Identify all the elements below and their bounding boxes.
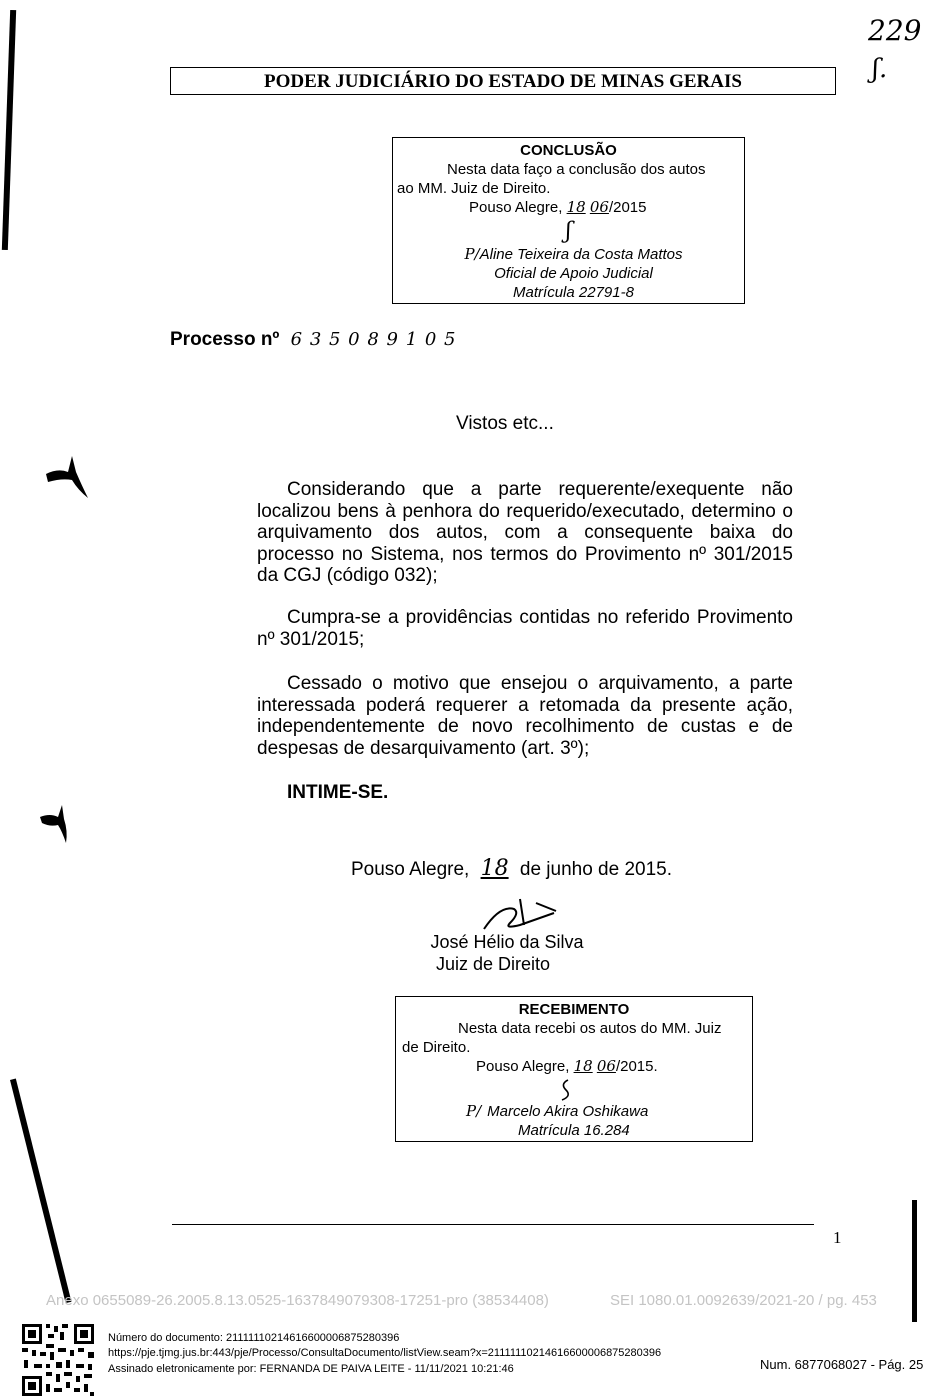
document-header: PODER JUDICIÁRIO DO ESTADO DE MINAS GERAIS (170, 67, 836, 95)
processo-label: Processo nº (170, 329, 280, 350)
closing-date-day: 18 (480, 856, 509, 881)
paragraph-1: Considerando que a parte requerente/exequente não localizou bens à penhora do requerido/executado, determino o arquivamento dos autos, com a consequente baixa do processo no Sistema, nos termos do Provimento nº 301/2015 da CGJ (código 032); (257, 479, 793, 586)
page-number: 1 (833, 1228, 842, 1247)
punch-mark-bottom (36, 805, 70, 845)
footer-url: https://pje.tjmg.jus.br:443/pje/Processo/ConsultaDocumento/listView.seam?x=21111110214616600006875280396 (108, 1347, 662, 1359)
handwritten-initial: ʃ. (872, 54, 888, 84)
footer-rule (172, 1224, 814, 1225)
conclusao-date-year: /2015 (608, 199, 647, 216)
recebimento-date-month: 06 (596, 1057, 616, 1075)
conclusao-signer-prefix: P/ (464, 245, 480, 263)
qr-code (20, 1322, 96, 1398)
judge-name: José Hélio da Silva (430, 932, 584, 952)
conclusao-date-prefix: Pouso Alegre, (469, 199, 563, 216)
opening-phrase: Vistos etc... (456, 413, 554, 434)
conclusao-date-day: 18 (566, 198, 586, 216)
conclusao-box (392, 137, 745, 304)
conclusao-date (393, 198, 744, 217)
processo-line (170, 329, 457, 351)
watermark-annex: Anexo 0655089-26.2005.8.13.0525-1637849079308-17251-pro (38534408) (46, 1292, 549, 1309)
recebimento-signature (556, 1078, 576, 1102)
conclusao-signer (393, 245, 744, 264)
watermark-sei: SEI 1080.01.0092639/2021-20 / pg. 453 (610, 1292, 877, 1309)
footer-num: Num. 6877068027 - Pág. 25 (760, 1357, 924, 1372)
conclusao-line2: ao MM. Juiz de Direito. (397, 180, 551, 197)
conclusao-title: CONCLUSÃO (520, 142, 617, 159)
conclusao-signature-mark: ʃ (565, 219, 572, 244)
paragraph-3: Cessado o motivo que ensejou o arquivamento, a parte interessada poderá requerer a retomada da presente ação, independentemente de novo recolhimento de custas e de despesas de desarquivamento (art. 3º); (257, 673, 793, 759)
recebimento-date-prefix: Pouso Alegre, (476, 1058, 570, 1075)
conclusao-signer-registration: Matrícula 22791-8 (513, 284, 634, 301)
processo-number: 6 3 5 0 8 9 1 0 5 (290, 329, 457, 350)
recebimento-signer (396, 1102, 752, 1121)
closing-date-prefix: Pouso Alegre, (351, 859, 470, 880)
recebimento-line1: Nesta data recebi os autos do MM. Juiz (458, 1020, 722, 1037)
paragraph-2: Cumpra-se a providências contidas no referido Provimento nº 301/2015; (257, 607, 793, 650)
footer-signed: Assinado eletronicamente por: FERNANDA DE PAIVA LEITE - 11/11/2021 10:21:46 (108, 1363, 514, 1375)
conclusao-signer-role: Oficial de Apoio Judicial (494, 265, 653, 282)
closing-date-suffix: de junho de 2015. (519, 859, 673, 880)
conclusao-date-month: 06 (589, 198, 609, 216)
intime-se: INTIME-SE. (287, 782, 389, 803)
scan-edge-right (912, 1200, 917, 1322)
judge-signature (480, 895, 560, 935)
recebimento-signer-registration: Matrícula 16.284 (518, 1122, 630, 1139)
recebimento-date-day: 18 (573, 1057, 593, 1075)
conclusao-signer-name: Aline Teixeira da Costa Mattos (479, 246, 683, 263)
recebimento-line2: de Direito. (402, 1039, 471, 1056)
scan-edge-bottom (10, 1079, 71, 1304)
recebimento-title: RECEBIMENTO (518, 1001, 630, 1018)
recebimento-signer-prefix: P/ (466, 1102, 482, 1120)
judge-title: Juiz de Direito (435, 954, 551, 974)
punch-mark-top (42, 450, 90, 500)
handwritten-page-number: 229 (868, 14, 922, 47)
recebimento-box (395, 996, 753, 1142)
footer-doc-number: Número do documento: 21111110214616600006875280396 (108, 1332, 400, 1344)
conclusao-line1: Nesta data faço a conclusão dos autos (447, 161, 706, 178)
recebimento-signer-name: Marcelo Akira Oshikawa (487, 1103, 649, 1120)
recebimento-date (396, 1057, 752, 1076)
closing-date (351, 856, 672, 881)
recebimento-date-year: /2015. (615, 1058, 658, 1075)
scan-edge-top (2, 10, 16, 250)
